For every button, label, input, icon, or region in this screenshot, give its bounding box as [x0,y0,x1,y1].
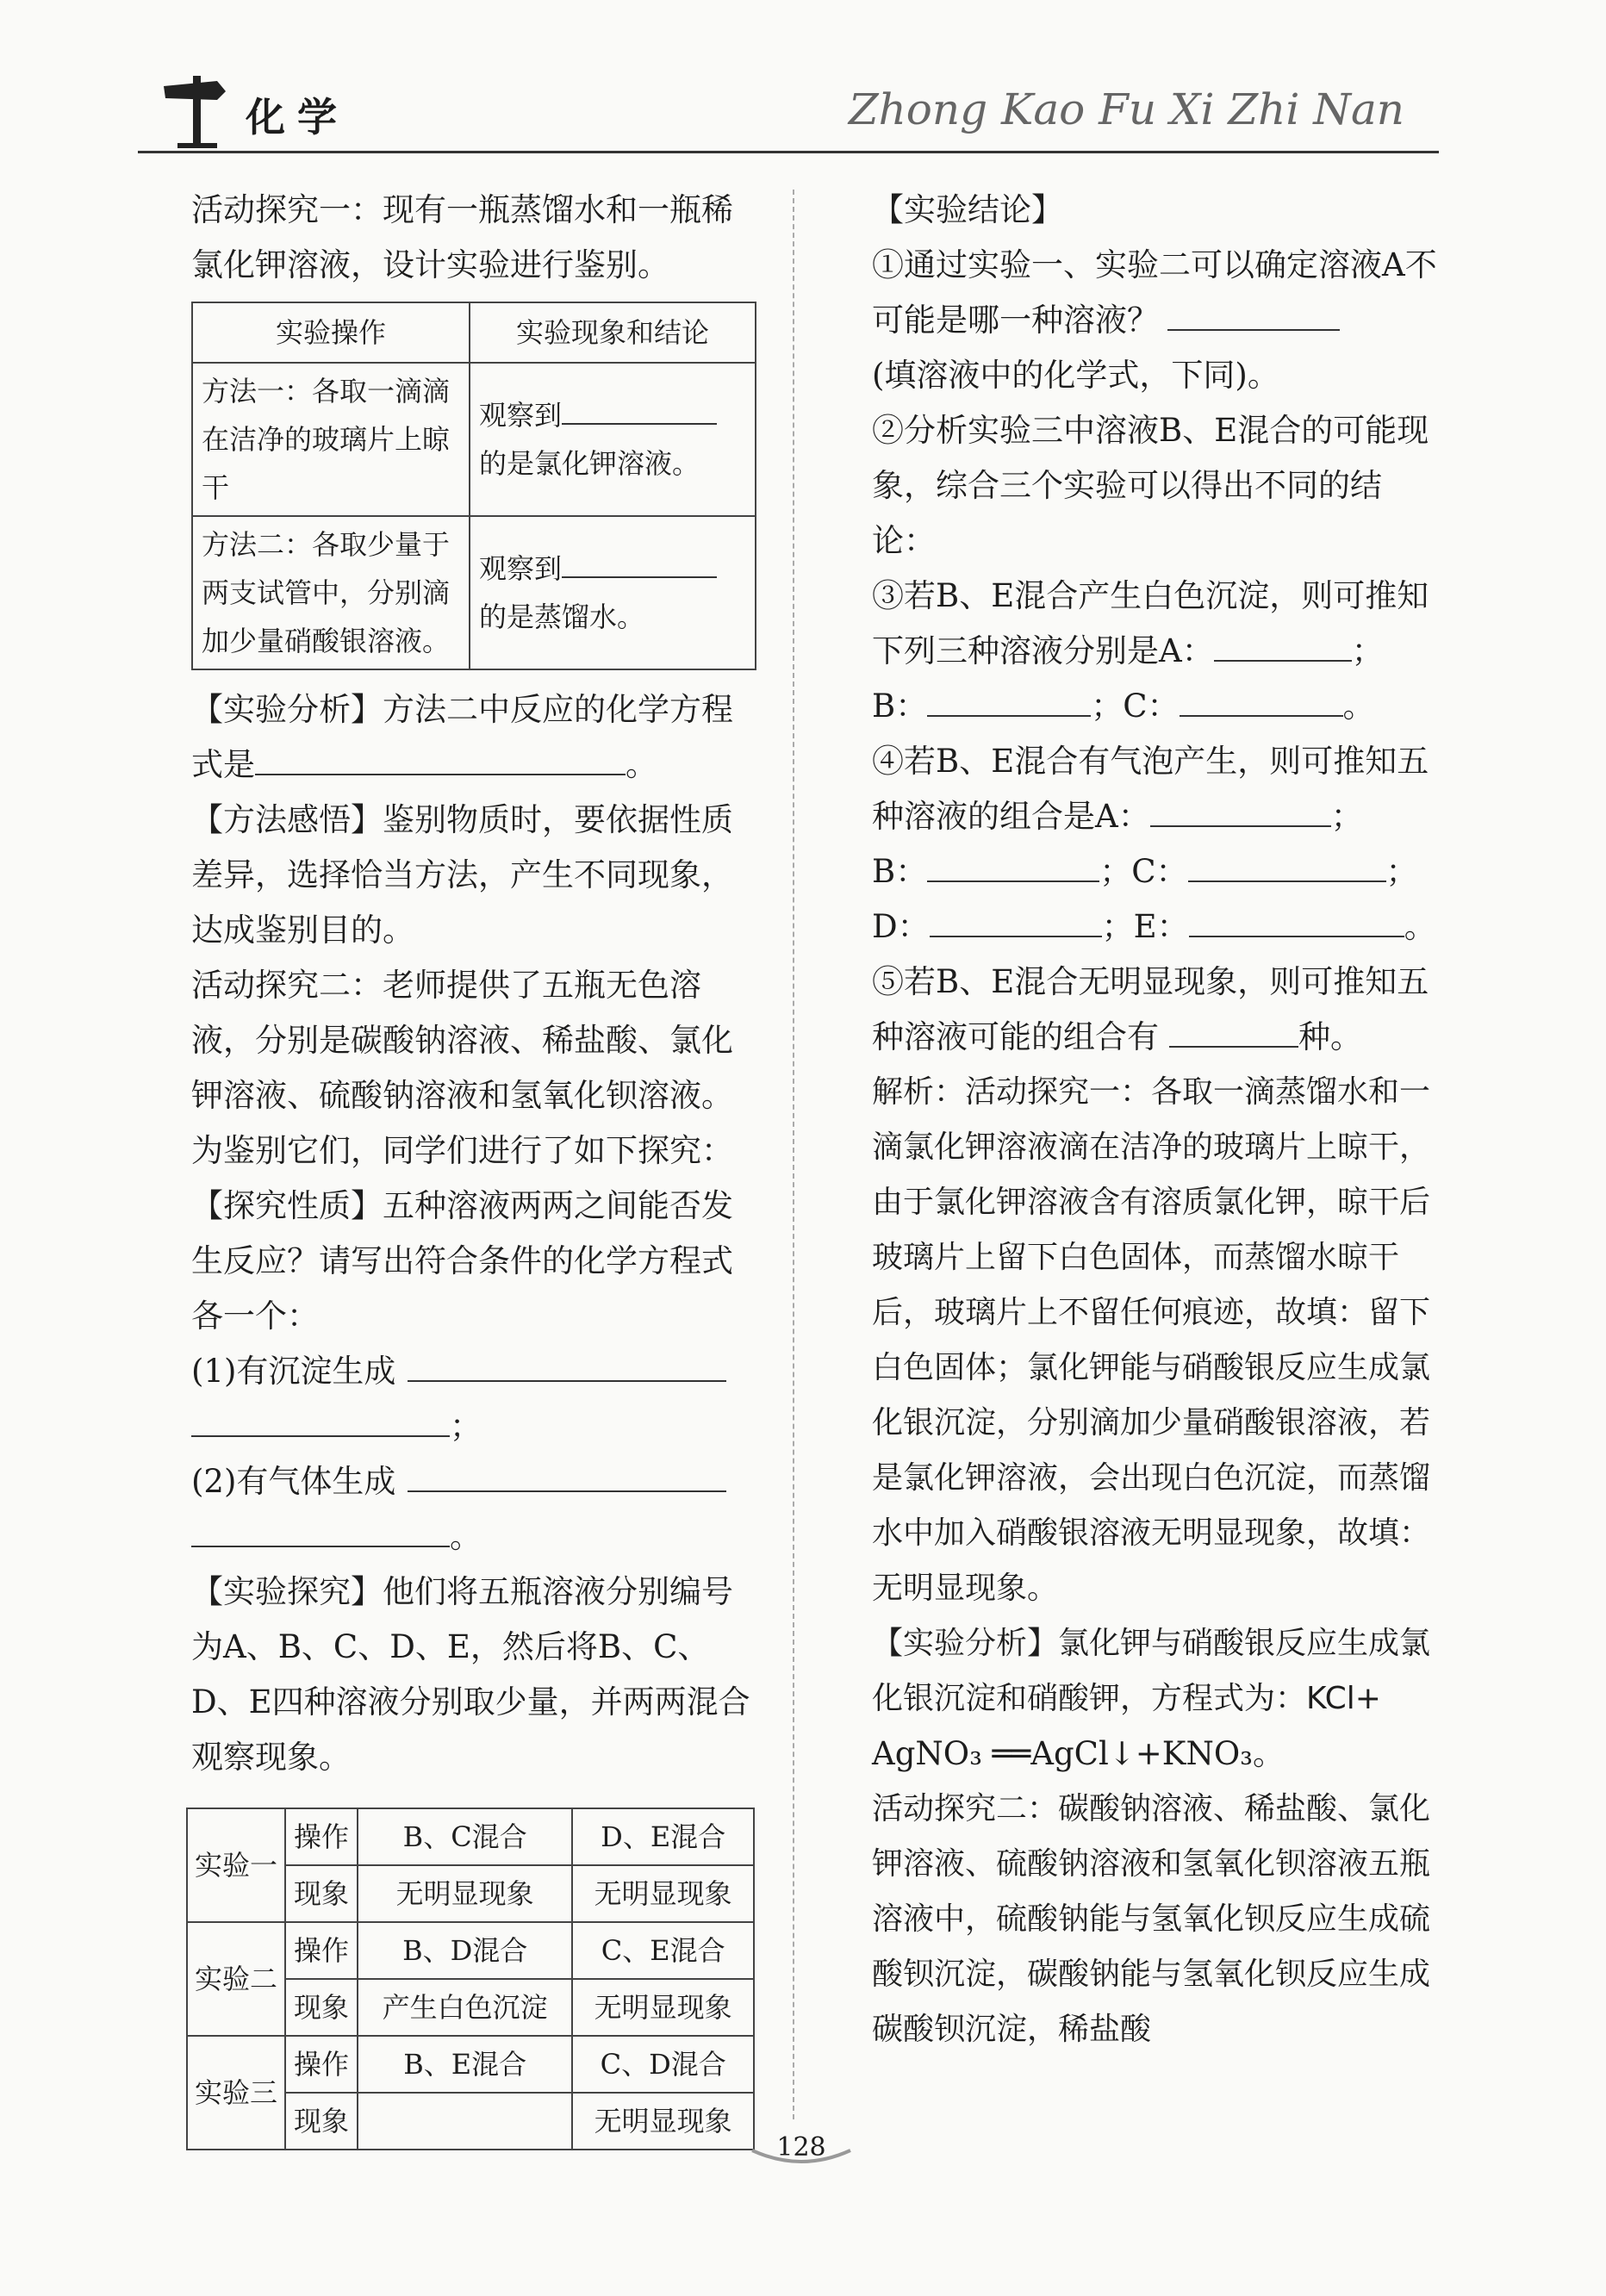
analysis-part-1: 解析：活动探究一：各取一滴蒸馏水和一滴氯化钾溶液滴在洁净的玻璃片上晾干，由于氯化钾溶液含有溶质氯化钾，晾干后玻璃片上留下白色固体，而蒸馏水晾干后，玻璃片上不留任何痕迹，故填：留下白色固体；氯化钾能与硝酸银反应生成氯化银沉淀，分别滴加少量硝酸银溶液，若是氯化钾溶液，会出现白色沉淀，而蒸馏水中加入硝酸银溶液无明显现象，故填：无明显现象。 [872,1074,1431,1606]
right-column [872,183,1441,2057]
answer-blank [408,1457,726,1492]
experiment-explore: 【实验探究】他们将五瓶溶液分别编号为A、B、C、D、E，然后将B、C、D、E四种溶液分别取少量，并两两混合观察现象。 [191,1573,750,1776]
conclusion-heading: 【实验结论】 [872,191,1063,228]
activity-one-intro: 活动探究一：现有一瓶蒸馏水和一瓶稀氯化钾溶液，设计实验进行鉴别。 [191,191,733,283]
method-two-result: 观察到 的是蒸馏水。 [470,516,756,669]
answer-blank [1180,681,1343,717]
question-precipitate: (1)有沉淀生成 ； [191,1344,760,1454]
answer-blank [927,681,1091,717]
answer-blank [191,1512,450,1547]
column-divider [793,190,794,2119]
method-one-cell: 方法一：各取一滴滴在洁净的玻璃片上晾干 [192,363,470,516]
chemical-equation: AgNO₃ ══AgCl↓+KNO₃。 [872,1735,1285,1772]
question-gas: (2)有气体生成 。 [191,1454,760,1565]
method-table [191,302,756,670]
answer-blank [1167,296,1340,331]
row-label: 实验一 [187,1808,285,1922]
method-two-cell: 方法二：各取少量于两支试管中，分别滴加少量硝酸银溶液。 [192,516,470,669]
answer-blank [1214,626,1352,662]
signpost-icon [162,69,231,148]
answer-blank [1169,1012,1298,1048]
answer-blank [1150,792,1331,827]
conclusion-1: ①通过实验一、实验二可以确定溶液A不可能是哪一种溶液？ (填溶液中的化学式，下同)。 [872,246,1437,394]
left-column [191,183,760,2150]
conclusion-5: ⑤若B、E混合无明显现象，则可推知五种溶液可能的组合有 种。 [872,963,1429,1055]
answer-blank [930,902,1102,937]
page-number: 128 [776,2132,826,2162]
method-insight: 【方法感悟】鉴别物质时，要依据性质差异，选择恰当方法，产生不同现象，达成鉴别目的。 [191,801,733,949]
experiment-analysis: 【实验分析】方法二中反应的化学方程式是 。 [191,691,733,783]
book-title-pinyin: Zhong Kao Fu Xi Zhi Nan [848,84,1404,134]
analysis-part-3: 活动探究二：碳酸钠溶液、稀盐酸、氯化钾溶液、硫酸钠溶液和氢氧化钡溶液五瓶溶液中，硫酸钠能与氢氧化钡反应生成硫酸钡沉淀，碳酸钠能与氢氧化钡反应生成碳酸钡沉淀，稀盐酸 [872,1791,1431,2047]
explore-properties: 【探究性质】五种溶液两两之间能否发生反应？请写出符合条件的化学方程式各一个： [191,1187,733,1335]
table-header-result: 实验现象和结论 [470,302,756,363]
row-label: 实验三 [187,2036,285,2150]
analysis-part-2: 【实验分析】氯化钾与硝酸银反应生成氯化银沉淀和硝酸钾，方程式为：KCl+ [872,1626,1431,1716]
answer-blank [562,547,717,578]
answer-blank [562,394,717,425]
conclusion-4: ④若B、E混合有气泡产生，则可推知五种溶液的组合是A： ； B： ；C： ； D： ；E： 。 [872,743,1436,945]
activity-two-intro: 活动探究二：老师提供了五瓶无色溶液，分别是碳酸钠溶液、稀盐酸、氯化钾溶液、硫酸钠溶液和氢氧化钡溶液。为鉴别它们，同学们进行了如下探究： [191,967,733,1169]
table-header-operation: 实验操作 [192,302,470,363]
answer-blank [408,1347,726,1382]
subject-title: 化学 [246,94,349,140]
conclusion-2: ②分析实验三中溶液B、E混合的可能现象，综合三个实验可以得出不同的结论： [872,412,1429,559]
answer-blank [255,740,626,775]
row-label: 实验二 [187,1922,285,2036]
answer-blank [927,847,1099,882]
answer-blank [1189,902,1404,937]
answer-blank [1188,847,1386,882]
experiment-table: 实验一 操作 B、C混合 D、E混合 现象 无明显现象 无明显现象 实验二 操作 B、D混合 C、E混合 现象 产生白色沉淀 无明显现象 实验三 操作 B、E混合 C、D混合 现象 无明显现象 [186,1808,755,2150]
empty-cell [358,2093,572,2150]
conclusion-3: ③若B、E混合产生白色沉淀，则可推知下列三种溶液分别是A： ； B： ；C： 。 [872,577,1429,725]
page-header [138,60,1439,153]
method-one-result: 观察到 的是氯化钾溶液。 [470,363,756,516]
answer-blank [191,1402,450,1437]
